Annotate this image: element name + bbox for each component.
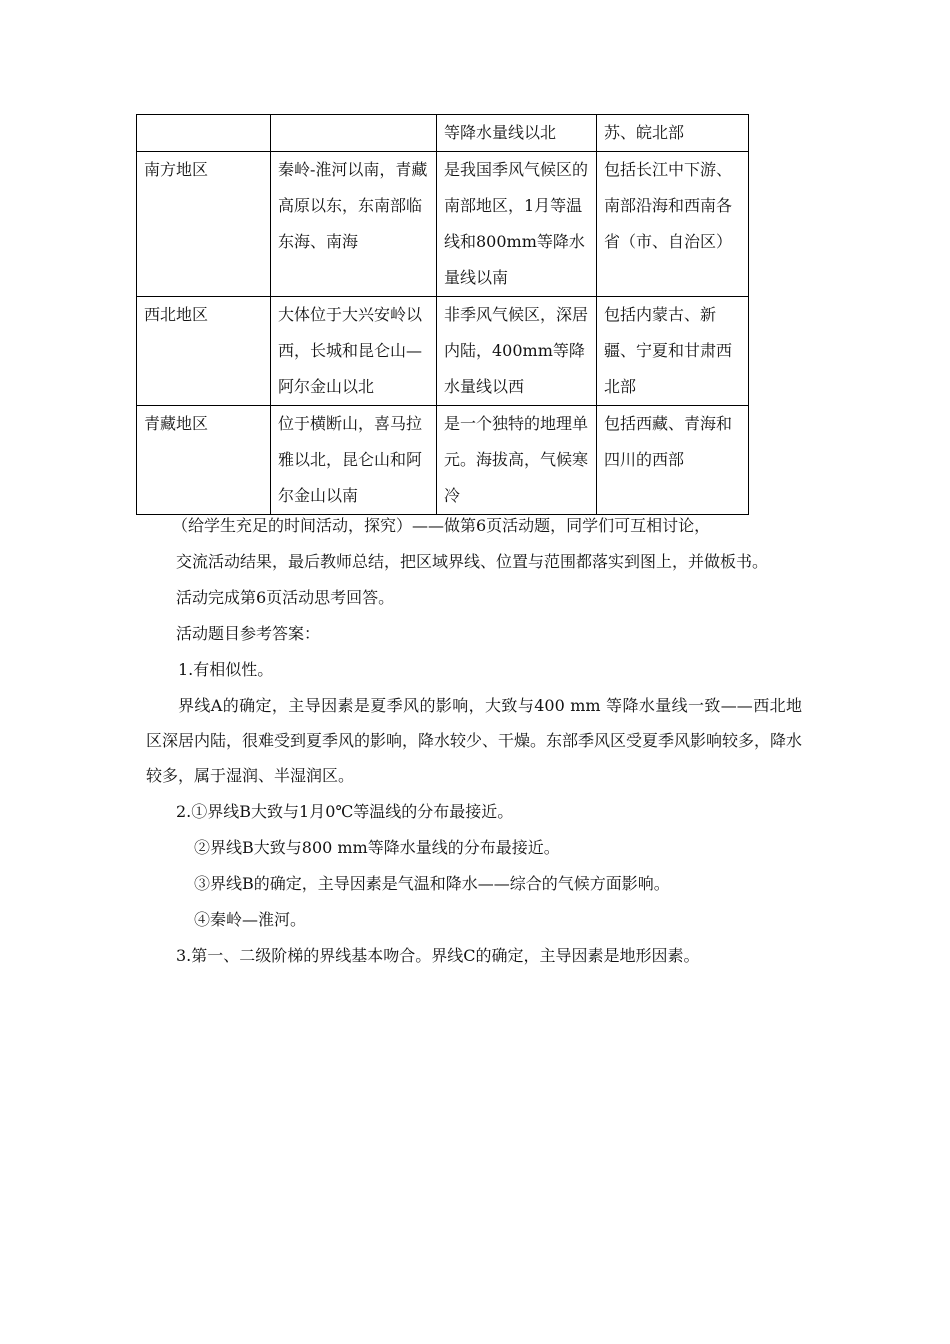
answer-1-detail: 界线A的确定，主导因素是夏季风的影响，大致与400 mm 等降水量线一致——西北地区深居内陆，很难受到夏季风的影响，降水较少、干燥。东部季风区受夏季风影响较多，降水较多，属于湿润、半湿润区。 <box>146 696 803 785</box>
table-cell: 秦岭-淮河以南，青藏高原以东，东南部临东海、南海 <box>271 152 437 297</box>
exchange-text: 交流活动结果，最后教师总结，把区域界线、位置与范围都落实到图上，并做板书。 <box>176 552 769 571</box>
answers-title: 活动题目参考答案： <box>176 624 321 643</box>
table-row <box>137 406 749 515</box>
answer-2-1: 2.①界线B大致与1月0℃等温线的分布最接近。 <box>176 802 514 821</box>
activity-intro-text: （给学生充足的时间活动，探究）——做第6页活动题，同学们可互相讨论， <box>172 516 711 535</box>
regions-table <box>136 114 749 515</box>
table-cell: 包括内蒙古、新疆、宁夏和甘肃西北部 <box>597 297 749 406</box>
answer-2-4: ④秦岭—淮河。 <box>194 910 307 929</box>
table-row <box>137 152 749 297</box>
table-cell: 西北地区 <box>137 297 271 406</box>
complete-text: 活动完成第6页活动思考回答。 <box>176 588 395 607</box>
table-cell <box>137 115 271 152</box>
table-cell: 南方地区 <box>137 152 271 297</box>
table-cell: 大体位于大兴安岭以西，长城和昆仑山—阿尔金山以北 <box>271 297 437 406</box>
table-row <box>137 297 749 406</box>
table-row <box>137 115 749 152</box>
table-cell <box>271 115 437 152</box>
table-cell: 苏、皖北部 <box>597 115 749 152</box>
answer-2-3: ③界线B的确定，主导因素是气温和降水——综合的气候方面影响。 <box>194 874 670 893</box>
answer-1: 1.有相似性。 <box>178 660 274 679</box>
table-cell: 非季风气候区，深居内陆，400mm等降水量线以西 <box>437 297 597 406</box>
table-cell: 是我国季风气候区的南部地区，1月等温线和800mm等降水量线以南 <box>437 152 597 297</box>
answer-3: 3.第一、二级阶梯的界线基本吻合。界线C的确定，主导因素是地形因素。 <box>176 946 700 965</box>
table-cell: 包括长江中下游、南部沿海和西南各省（市、自治区） <box>597 152 749 297</box>
table-cell: 等降水量线以北 <box>437 115 597 152</box>
table-cell: 包括西藏、青海和 四川的西部 <box>597 406 749 515</box>
answer-2-2: ②界线B大致与800 mm等降水量线的分布最接近。 <box>194 838 560 857</box>
table-cell: 位于横断山，喜马拉雅以北，昆仑山和阿尔金山以南 <box>271 406 437 515</box>
table-cell: 是一个独特的地理单元。海拔高，气候寒冷 <box>437 406 597 515</box>
table-cell: 青藏地区 <box>137 406 271 515</box>
